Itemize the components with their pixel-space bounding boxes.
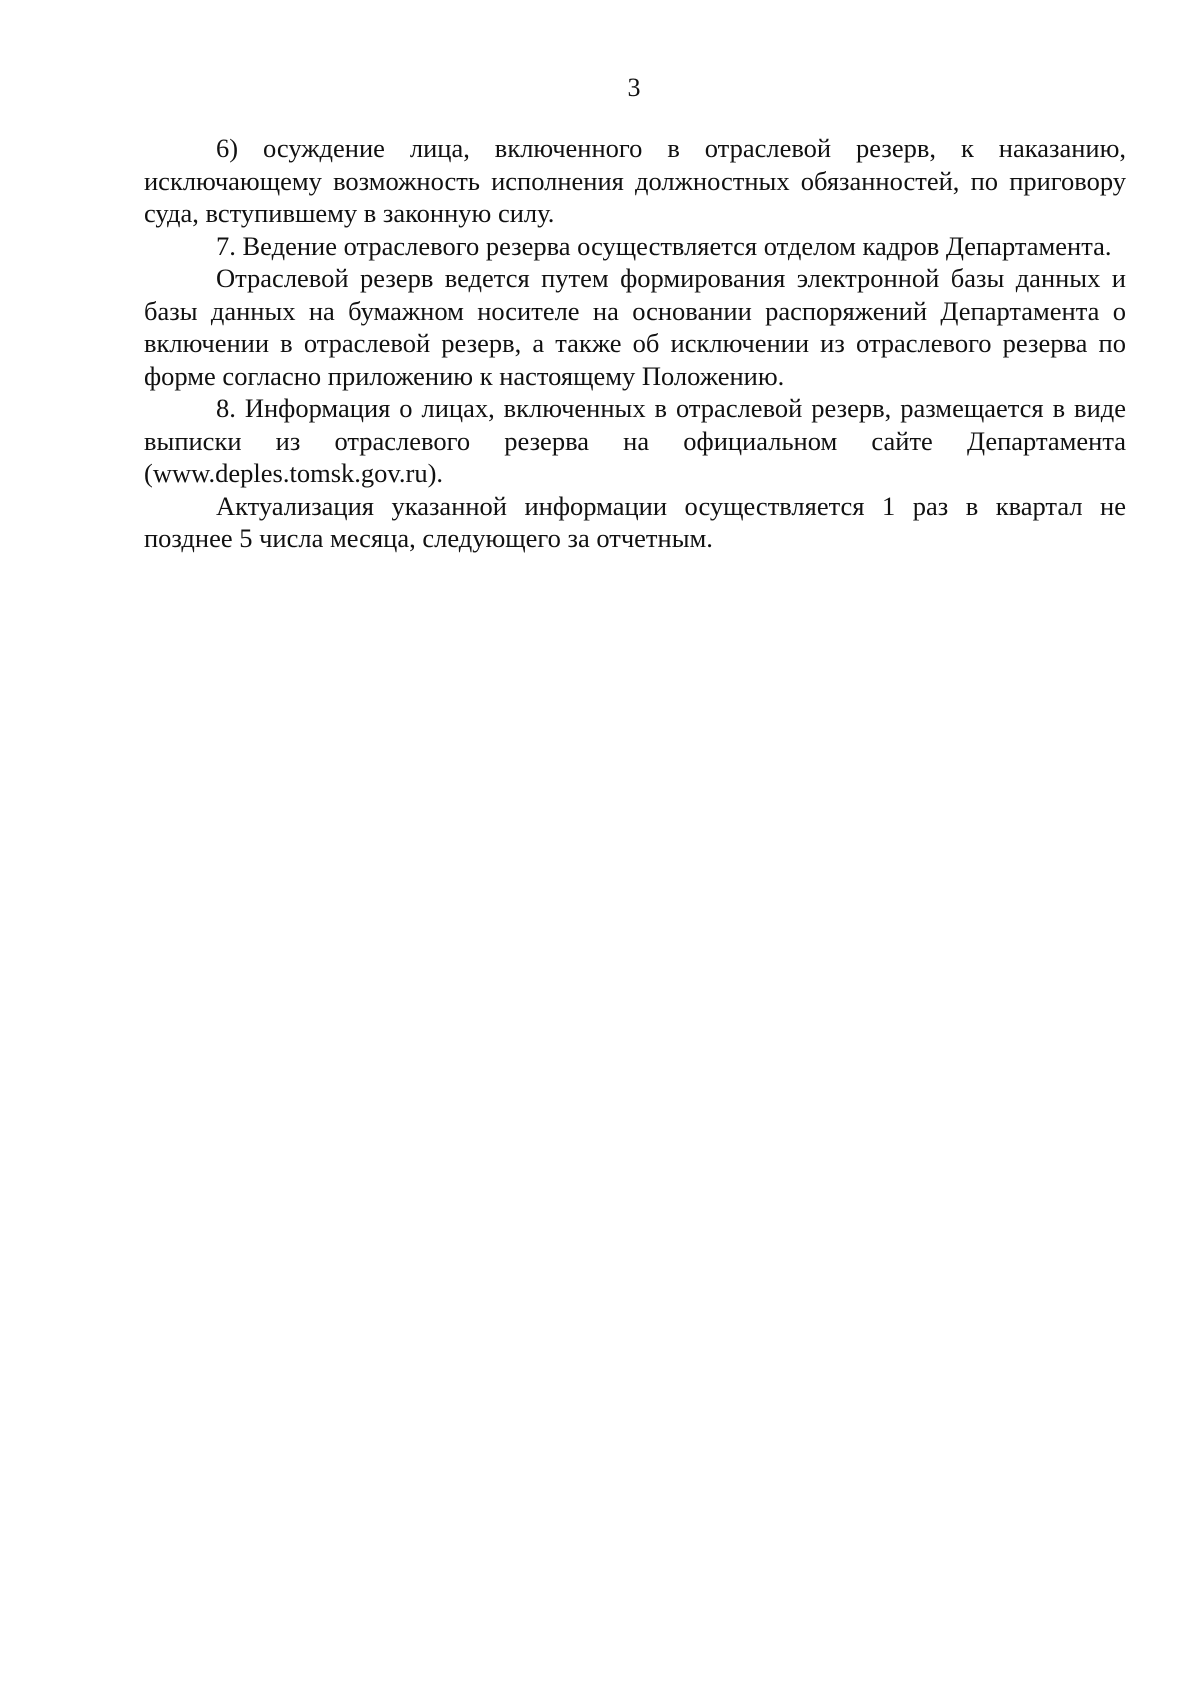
paragraph-item-7: 7. Ведение отраслевого резерва осуществляется отделом кадров Департамента. — [216, 230, 1112, 261]
document-body — [144, 132, 1126, 555]
page-number: 3 — [627, 73, 641, 102]
paragraph-item-6: 6) осуждение лица, включенного в отраслевой резерв, к наказанию, исключающему возможность исполнения должностных обязанностей, по приговору суда, вступившему в законную силу. — [144, 133, 1126, 228]
paragraph-reserve-maintenance: Отраслевой резерв ведется путем формирования электронной базы данных и базы данных на бумажном носителе на основании распоряжений Департамента о включении в отраслевой резерв, а также об исключении из отраслевого резерва по форме согласно приложению к настоящему Положению. — [144, 263, 1126, 391]
paragraph-item-8: 8. Информация о лицах, включенных в отраслевой резерв, размещается в виде выписки из отраслевого резерва на официальном сайте Департамента (www.deples.tomsk.gov.ru). — [144, 393, 1126, 488]
paragraph-update-schedule: Актуализация указанной информации осуществляется 1 раз в квартал не позднее 5 числа месяца, следующего за отчетным. — [144, 490, 1126, 553]
